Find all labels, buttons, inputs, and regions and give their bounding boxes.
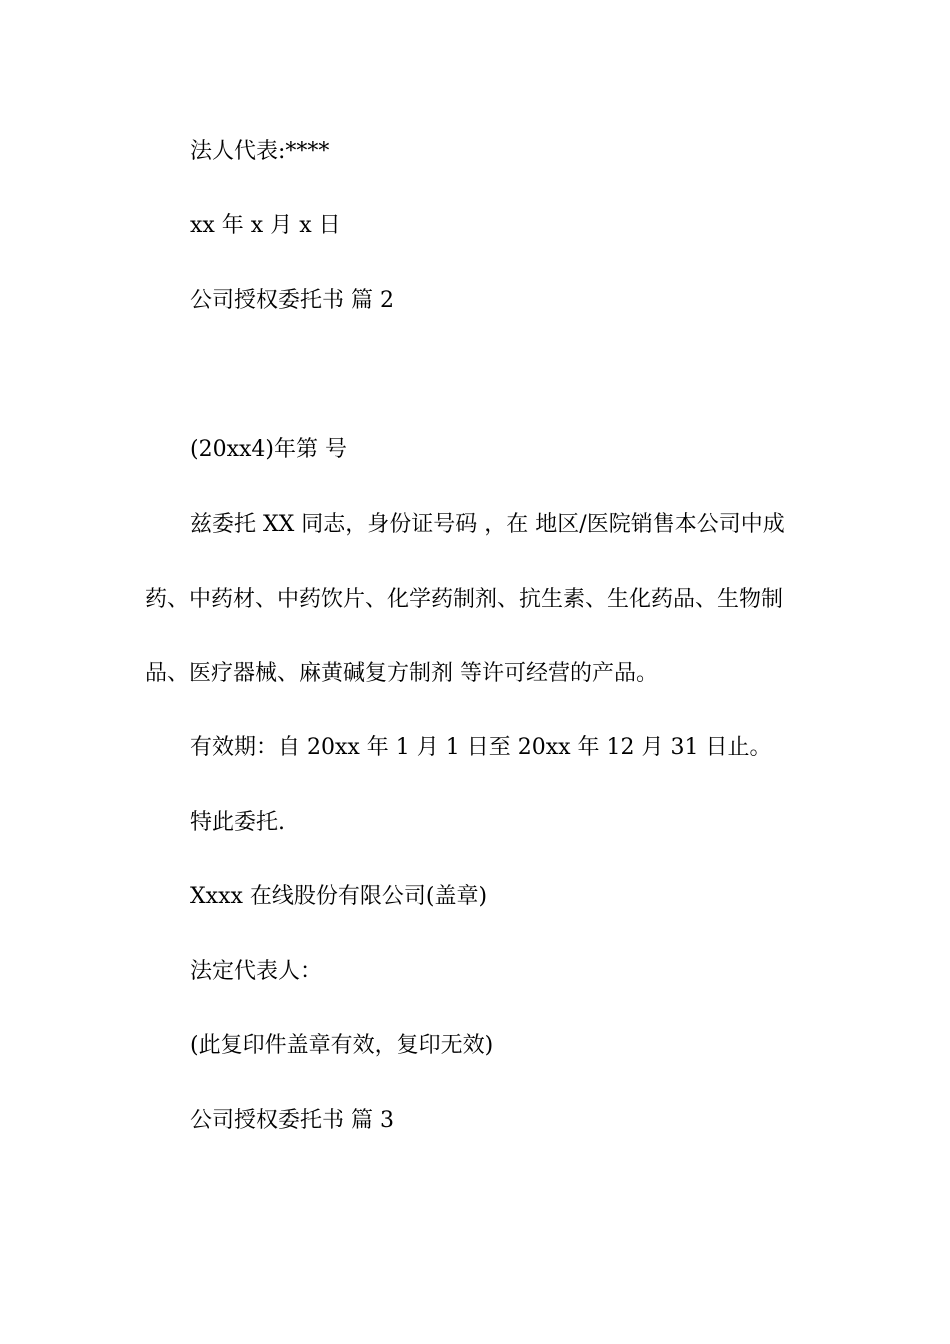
- authorization-paragraph-line-3: 品、医疗器械、麻黄碱复方制剂 等许可经营的产品。: [145, 661, 658, 686]
- company-seal-line: Xxxx 在线股份有限公司(盖章): [190, 884, 488, 909]
- authorization-paragraph-line-2: 药、中药材、中药饮片、化学药制剂、抗生素、生化药品、生物制: [145, 587, 784, 612]
- legal-representative-line: 法人代表:****: [190, 139, 330, 164]
- legal-representative-signature-line: 法定代表人：: [190, 959, 323, 984]
- closing-line: 特此委托.: [190, 810, 285, 835]
- section-heading-2: 公司授权委托书 篇 2: [190, 288, 394, 313]
- validity-period-line: 有效期：自 20xx 年 1 月 1 日至 20xx 年 12 月 31 日止。: [190, 735, 772, 760]
- copy-validity-note: (此复印件盖章有效，复印无效): [190, 1033, 494, 1058]
- authorization-paragraph-line-1: 兹委托 XX 同志，身份证号码 ，在 地区/医院销售本公司中成: [190, 512, 785, 537]
- document-number-line: (20xx4)年第 号: [190, 437, 347, 462]
- section-heading-3: 公司授权委托书 篇 3: [190, 1108, 394, 1133]
- date-line: xx 年 x 月 x 日: [190, 213, 341, 238]
